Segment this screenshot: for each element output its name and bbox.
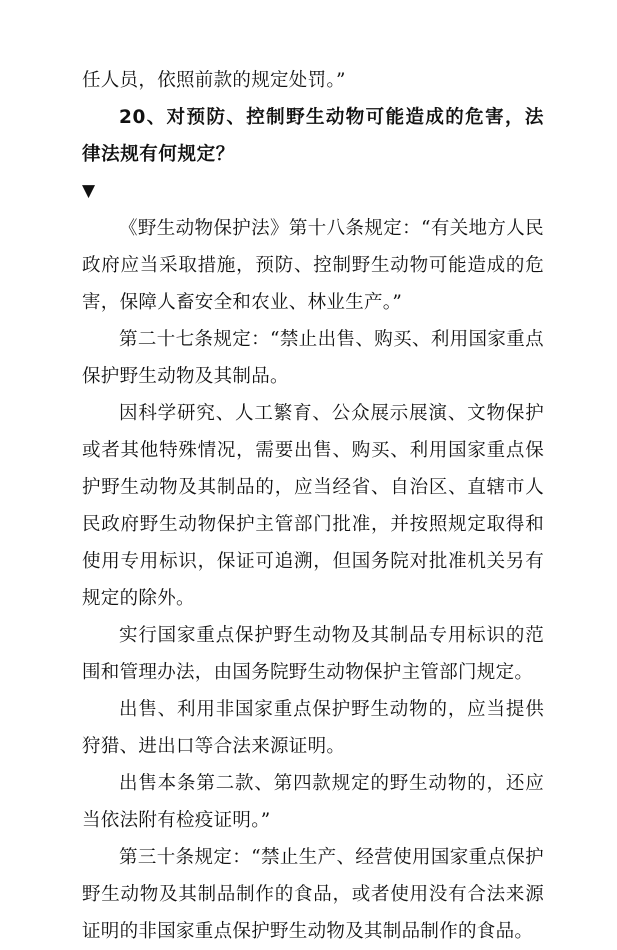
continuation-text: 任人员，依照前款的规定处罚。” [82, 70, 346, 91]
paragraph: 因科学研究、人工繁育、公众展示展演、文物保护或者其他特殊情况，需要出售、购买、利用国家重点保护野生动物及其制品的，应当经省、自治区、直辖市人民政府野生动物保护主管部门批准，并按照规定取得和使用专用标识，保证可追溯，但国务院对批准机关另有规定的除外。 [82, 403, 544, 609]
paragraph: 出售本条第二款、第四款规定的野生动物的，还应当依法附有检疫证明。” [82, 773, 544, 831]
paragraph: 第三十条规定：“禁止生产、经营使用国家重点保护野生动物及其制品制作的食品，或者使用没有合法来源证明的非国家重点保护野生动物及其制品制作的食品。 [82, 847, 544, 942]
paragraph: 出售、利用非国家重点保护野生动物的，应当提供狩猎、进出口等合法来源证明。 [82, 699, 544, 757]
paragraph: 《野生动物保护法》第十八条规定：“有关地方人民政府应当采取措施，预防、控制野生动物可能造成的危害，保障人畜安全和农业、林业生产。” [82, 218, 544, 313]
paragraph: 实行国家重点保护野生动物及其制品专用标识的范围和管理办法，由国务院野生动物保护主管部门规定。 [82, 625, 544, 683]
down-triangle-icon: ▼ [82, 181, 96, 201]
paragraph: 第二十七条规定：“禁止出售、购买、利用国家重点保护野生动物及其制品。 [82, 329, 544, 387]
question-heading: 20、对预防、控制野生动物可能造成的危害，法律法规有何规定？ [82, 107, 544, 165]
document-body [82, 62, 544, 950]
